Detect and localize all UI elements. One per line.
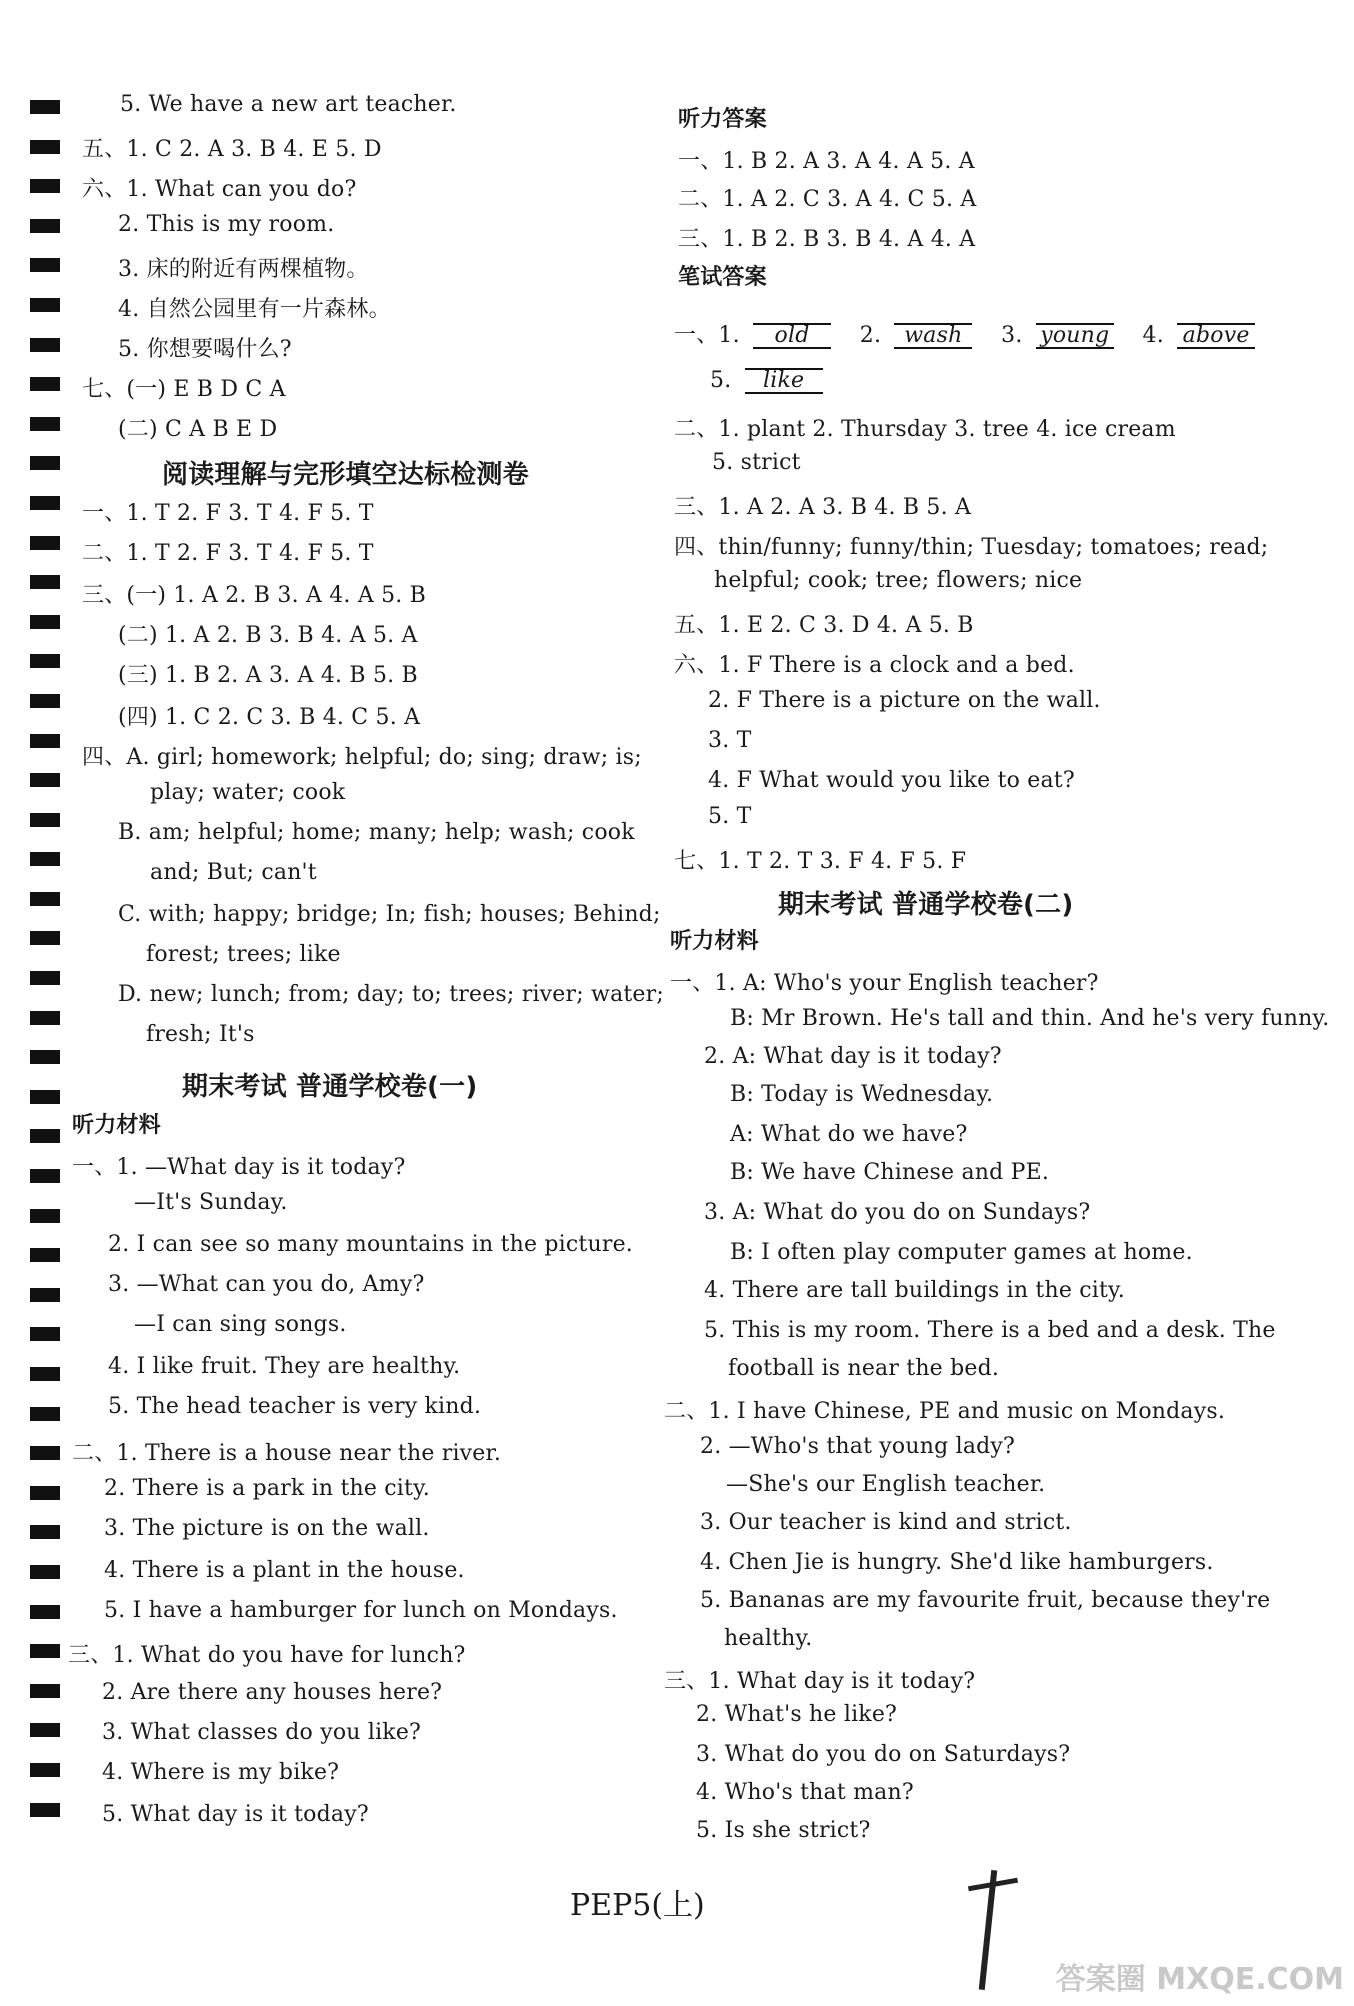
binding-mark — [30, 1407, 60, 1421]
binding-mark — [30, 377, 60, 391]
text-line: 5. 你想要喝什么? — [118, 337, 292, 362]
binding-mark — [30, 456, 60, 470]
binding-mark — [30, 338, 60, 352]
text-line: (二) C A B E D — [118, 417, 278, 442]
binding-mark — [30, 1803, 60, 1817]
item-number: 4. — [1142, 323, 1164, 348]
text-line: 五、1. C 2. A 3. B 4. E 5. D — [82, 137, 382, 162]
text-line: 3. T — [708, 728, 752, 753]
text-line: 三、1. B 2. B 3. B 4. A 4. A — [678, 227, 976, 252]
text-line: 六、1. What can you do? — [82, 177, 357, 202]
text-line: 一、1. A: Who's your English teacher? — [670, 971, 1099, 996]
binding-mark — [30, 258, 60, 272]
binding-mark — [30, 1209, 60, 1223]
binding-mark — [30, 1011, 60, 1025]
binding-mark — [30, 852, 60, 866]
binding-mark — [30, 615, 60, 629]
text-line: 3. What classes do you like? — [102, 1720, 422, 1745]
binding-mark — [30, 694, 60, 708]
text-line: 4. There are tall buildings in the city. — [704, 1278, 1125, 1303]
section-heading: 听力答案 — [678, 107, 767, 132]
text-line: healthy. — [724, 1626, 813, 1651]
handwritten-word: like — [745, 368, 823, 394]
text-line: 5. Is she strict? — [696, 1818, 871, 1843]
binding-mark — [30, 298, 60, 312]
text-line: 5. We have a new art teacher. — [120, 92, 457, 117]
binding-mark — [30, 892, 60, 906]
text-line: 3. —What can you do, Amy? — [108, 1272, 425, 1297]
text-line: 五、1. E 2. C 3. D 4. A 5. B — [674, 613, 974, 638]
text-line: 5. This is my room. There is a bed and a desk. The — [704, 1318, 1276, 1343]
text-line: —I can sing songs. — [134, 1312, 347, 1337]
binding-mark — [30, 1248, 60, 1262]
binding-mark — [30, 1367, 60, 1381]
text-line: A: What do we have? — [730, 1122, 968, 1147]
text-line: 4. There is a plant in the house. — [104, 1558, 465, 1583]
text-line: 2. What's he like? — [696, 1702, 898, 1727]
handwritten-word: wash — [894, 323, 972, 349]
text-line: 三、1. A 2. A 3. B 4. B 5. A — [674, 495, 972, 520]
watermark: 答案圈 MXQE.COM — [1055, 1962, 1344, 1997]
binding-mark — [30, 100, 60, 114]
section-title: 阅读理解与完形填空达标检测卷 — [162, 460, 529, 490]
binding-mark — [30, 575, 60, 589]
binding-mark — [30, 931, 60, 945]
item-number: 5. — [710, 368, 732, 393]
text-line: 2. This is my room. — [118, 212, 335, 237]
text-line: 3. Our teacher is kind and strict. — [700, 1510, 1072, 1535]
text-line: 4. Chen Jie is hungry. She'd like hamburgers. — [700, 1550, 1214, 1575]
text-line: 5. strict — [712, 450, 801, 475]
binding-mark — [30, 654, 60, 668]
text-line: 3. 床的附近有两棵植物。 — [118, 257, 369, 282]
binding-mark — [30, 1486, 60, 1500]
binding-mark — [30, 1288, 60, 1302]
handwritten-word: old — [753, 323, 831, 349]
text-line: 六、1. F There is a clock and a bed. — [674, 653, 1075, 678]
binding-mark — [30, 1050, 60, 1064]
text-line: (二) 1. A 2. B 3. B 4. A 5. A — [118, 623, 418, 648]
text-line: 二、1. There is a house near the river. — [72, 1441, 502, 1466]
binding-mark — [30, 1129, 60, 1143]
binding-mark — [30, 1327, 60, 1341]
text-line: 七、1. T 2. T 3. F 4. F 5. F — [674, 849, 967, 874]
binding-mark — [30, 417, 60, 431]
text-line: 二、1. T 2. F 3. T 4. F 5. T — [82, 541, 374, 566]
binding-mark — [30, 1169, 60, 1183]
binding-mark — [30, 1525, 60, 1539]
text-line: —It's Sunday. — [134, 1190, 288, 1215]
text-line: football is near the bed. — [728, 1356, 1000, 1381]
text-line: B: We have Chinese and PE. — [730, 1160, 1050, 1185]
text-line: forest; trees; like — [146, 942, 341, 967]
text-line: B: I often play computer games at home. — [730, 1240, 1193, 1265]
binding-mark — [30, 773, 60, 787]
item-number: 3. — [1001, 323, 1023, 348]
text-line: —She's our English teacher. — [726, 1472, 1046, 1497]
text-line: 2. I can see so many mountains in the picture. — [108, 1232, 633, 1257]
text-line: 七、(一) E B D C A — [82, 377, 286, 402]
text-line: B: Today is Wednesday. — [730, 1082, 994, 1107]
text-line: 5. What day is it today? — [102, 1802, 369, 1827]
text-line: 二、1. plant 2. Thursday 3. tree 4. ice cream — [674, 417, 1176, 442]
text-line: 2. There is a park in the city. — [104, 1476, 430, 1501]
binding-mark — [30, 496, 60, 510]
binding-mark — [30, 536, 60, 550]
text-line: 3. The picture is on the wall. — [104, 1516, 430, 1541]
section-heading: 听力材料 — [72, 1113, 161, 1138]
row-prefix: 一、1. — [674, 323, 740, 348]
handwritten-word: above — [1177, 323, 1255, 349]
text-line: 二、1. I have Chinese, PE and music on Mondays. — [664, 1399, 1226, 1424]
text-line: 3. A: What do you do on Sundays? — [704, 1200, 1091, 1225]
binding-mark — [30, 1605, 60, 1619]
answer-row-1 — [674, 318, 1255, 349]
text-line: 3. What do you do on Saturdays? — [696, 1742, 1071, 1767]
text-line: 4. F What would you like to eat? — [708, 768, 1075, 793]
item-number: 2. — [859, 323, 882, 348]
text-line: 5. T — [708, 804, 752, 829]
binding-mark — [30, 734, 60, 748]
handwritten-word: young — [1036, 323, 1114, 349]
text-line: 2. Are there any houses here? — [102, 1680, 443, 1705]
text-line: 一、1. —What day is it today? — [72, 1155, 406, 1180]
text-line: D. new; lunch; from; day; to; trees; river; water; — [118, 982, 664, 1007]
binding-mark — [30, 1090, 60, 1104]
text-line: and; But; can't — [150, 860, 317, 885]
text-line: 四、A. girl; homework; helpful; do; sing; draw; is; — [82, 745, 642, 770]
binding-mark — [30, 179, 60, 193]
text-line: 4. Who's that man? — [696, 1780, 914, 1805]
binding-mark — [30, 1565, 60, 1579]
text-line: 4. Where is my bike? — [102, 1760, 340, 1785]
binding-mark — [30, 1763, 60, 1777]
text-line: 5. The head teacher is very kind. — [108, 1394, 482, 1419]
text-line: helpful; cook; tree; flowers; nice — [714, 568, 1083, 593]
text-line: 一、1. B 2. A 3. A 4. A 5. A — [678, 149, 975, 174]
text-line: fresh; It's — [146, 1022, 255, 1047]
binding-mark — [30, 1446, 60, 1460]
text-line: 2. F There is a picture on the wall. — [708, 688, 1101, 713]
binding-mark — [30, 140, 60, 154]
page-footer: PEP5(上) — [570, 1888, 705, 1923]
binding-mark — [30, 219, 60, 233]
binding-marks — [30, 100, 60, 1842]
text-line: 三、(一) 1. A 2. B 3. A 4. A 5. B — [82, 583, 427, 608]
text-line: 三、1. What day is it today? — [664, 1669, 976, 1694]
section-title: 期末考试 普通学校卷(二) — [778, 890, 1074, 920]
text-line: 5. Bananas are my favourite fruit, because they're — [700, 1588, 1271, 1613]
answer-row-2 — [710, 368, 823, 394]
text-line: 四、thin/funny; funny/thin; Tuesday; tomatoes; read; — [674, 535, 1269, 560]
text-line: 4. I like fruit. They are healthy. — [108, 1354, 461, 1379]
binding-mark — [30, 1684, 60, 1698]
text-line: 二、1. A 2. C 3. A 4. C 5. A — [678, 187, 977, 212]
text-line: B. am; helpful; home; many; help; wash; cook — [118, 820, 635, 845]
text-line: 2. A: What day is it today? — [704, 1044, 1002, 1069]
text-line: play; water; cook — [150, 780, 346, 805]
section-heading: 听力材料 — [670, 929, 759, 954]
text-line: 三、1. What do you have for lunch? — [68, 1643, 466, 1668]
text-line: (三) 1. B 2. A 3. A 4. B 5. B — [118, 663, 418, 688]
text-line: B: Mr Brown. He's tall and thin. And he's very funny. — [730, 1006, 1330, 1031]
section-heading: 笔试答案 — [678, 265, 767, 290]
section-title: 期末考试 普通学校卷(一) — [182, 1072, 478, 1102]
binding-mark — [30, 1723, 60, 1737]
text-line: 一、1. T 2. F 3. T 4. F 5. T — [82, 501, 374, 526]
text-line: 2. —Who's that young lady? — [700, 1434, 1016, 1459]
text-line: (四) 1. C 2. C 3. B 4. C 5. A — [118, 705, 421, 730]
binding-mark — [30, 813, 60, 827]
binding-mark — [30, 971, 60, 985]
text-line: 4. 自然公园里有一片森林。 — [118, 297, 391, 322]
binding-mark — [30, 1644, 60, 1658]
text-line: C. with; happy; bridge; In; fish; houses; Behind; — [118, 902, 661, 927]
text-line: 5. I have a hamburger for lunch on Mondays. — [104, 1598, 618, 1623]
